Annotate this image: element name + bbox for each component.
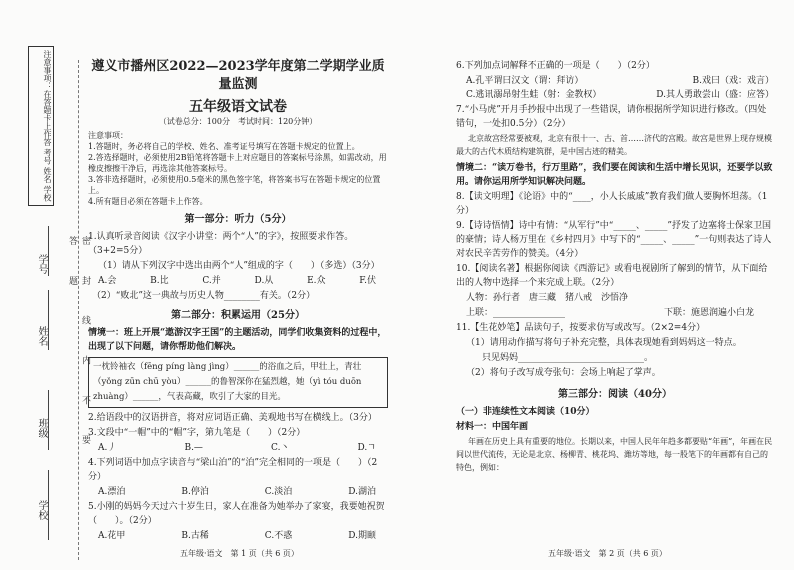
page-footer-2: 五年级·语文 第 2 页（共 6 页） — [548, 549, 667, 558]
page-footer-1: 五年级·语文 第 1 页（共 6 页） — [180, 549, 299, 558]
question-10-couplet — [456, 306, 774, 320]
question-11-2: （2）将句子改写成夸张句：会场上响起了掌声。 — [466, 368, 661, 378]
part3-heading: 第三部分：阅读（40分） — [558, 389, 672, 400]
option: C.淡泊 — [264, 487, 293, 497]
option: A.丿 — [98, 443, 117, 453]
question-1-1: （1）请从下列汉字中选出由两个“人”组成的字（ ）（多选）（3分） — [98, 261, 380, 271]
option: A.花甲 — [98, 531, 126, 541]
school-line — [48, 470, 49, 540]
part1-heading: 第一部分：听力（5分） — [184, 214, 292, 225]
question-4: 4.下列词语中加点字读音与“梁山泊”的“泊”完全相同的一项是（ ）（2分） — [88, 458, 378, 482]
part2-heading: 第二部分：积累运用（25分） — [171, 310, 305, 321]
option: C.不惑 — [264, 531, 293, 541]
question-5-options — [88, 529, 388, 543]
question-8: 8.【读文明理】《论语》中的“____，小人长戚戚”教育我们做人要胸怀坦荡。（1分） — [456, 192, 768, 216]
material-1-title: 材料一：中国年画 — [456, 422, 529, 432]
left-column — [88, 58, 388, 543]
option: A.会 — [98, 276, 117, 286]
note-line: 3.答非选择题时，必须使用0.5毫米的黑色签字笔，将答案书写在答题卡规定的位置上。 — [88, 175, 381, 195]
option: A.孔平谓曰汉文（谓：拜访） — [466, 76, 584, 86]
question-6-options-row-1 — [456, 74, 774, 88]
question-5: 5.小刚的妈妈今天过六十岁生日，家人在准备为她举办了家宴，我要她祝贺（ ）。（2分） — [88, 502, 385, 526]
exam-meta: （试卷总分：100分 考试时间：120分钟） — [158, 117, 318, 126]
note-line: 橡皮擦擦干净后，再选涂其他答案标号。 — [88, 164, 232, 173]
lower-couplet: 下联：施恩润遍小白龙 — [663, 308, 754, 318]
question-7: 7.“小马虎”开月手抄报中出现了一些错误，请你根据所学知识进行修改。（四处错句，一处扣0.5分）（2分） — [456, 105, 767, 129]
reading-section-1: （一）非连续性文本阅读（10分） — [456, 407, 595, 417]
option: F.伏 — [359, 276, 376, 286]
passage-box: 一枕铃袖衣（fēng píng làng jìng）______的浴血之后，甲壮上，青壮（yǒng zūn chū yòu）______的鲁智深你在猛烈越，她（yì tóu duōn zhuàng）______，气表高藏，吹引了大家的目光。 — [88, 357, 388, 408]
question-1-2: （2）“败北”这一典故与历史人物________有关。（2分） — [92, 291, 316, 301]
exam-subtitle: 五年级语文试卷 — [189, 99, 287, 115]
notes — [88, 130, 388, 207]
note-line: 4.所有题目必须在答题卡上作答。 — [88, 197, 208, 206]
option: B.停泊 — [181, 487, 209, 497]
scenario-1: 情境一：班上开展“遨游汉字王国”的主题活动，同学们收集资料的过程中，出现了以下问题，请你帮助他们解决。 — [88, 328, 387, 352]
student-id-line — [48, 226, 49, 276]
material-1-text: 年画在历史上具有重要的地位。长期以来，中国人民年年趋多都要贴“年画”，年画在民间以世代流传，无论是北京、杨柳青、桃花坞、潍坊等地，每一股笔下的年画都有自己的特色，例如： — [456, 437, 773, 472]
option: B.戏曰（戏：戏言） — [692, 76, 774, 86]
question-11-1: （1）请用动作描写将句子补充完整，具体表现她看到妈妈这一特点。 — [466, 338, 742, 348]
option: D.其人勇敢尝山（盛：应答） — [656, 90, 774, 100]
question-6-options-row-2 — [456, 88, 774, 102]
option: B.— — [184, 443, 203, 453]
student-id-label: 学号 — [36, 254, 47, 274]
upper-couplet: 上联：________________ — [466, 308, 566, 318]
question-11: 11.【生花妙笔】品读句子，按要求仿写或改写。（2×2=4分） — [456, 323, 706, 333]
option: C.丶 — [271, 443, 290, 453]
scenario-2: 情境二：“读万卷书，行万里路”，我们要在阅读和生活中增长见识，还要学以致用。请你运用所学知识解决问题。 — [456, 163, 773, 187]
option: D.从 — [254, 276, 274, 286]
question-2: 2.给语段中的汉语拼音，将对应词语正确、美观地书写在横线上。（3分） — [88, 413, 377, 423]
class-line — [48, 390, 49, 450]
option: A.漂泊 — [98, 487, 126, 497]
school-label: 学校 — [36, 500, 47, 520]
question-6: 6.下列加点词解释不正确的一项是（ ）（2分） — [456, 61, 655, 71]
name-line — [48, 290, 49, 350]
option: B.比 — [150, 276, 169, 286]
option: D.ㄱ — [357, 443, 376, 453]
option: E.众 — [307, 276, 326, 286]
name-label: 姓名 — [36, 326, 47, 346]
question-9: 9.【诗诗悟情】诗中有情：“从军行”中“_____、_____”抒发了边塞将士保家卫国的豪情；诗人杨万里在《乡村四月》中写下的“_____、_____”一句则表达了诗人对农民辛苦劳作的赞美。（4分） — [456, 221, 772, 259]
question-10-people: 人物：孙行者 唐三藏 猪八戒 沙悟净 — [466, 293, 629, 303]
option: D.期颐 — [348, 531, 376, 541]
question-11-1-line: 只见妈妈____________________________。 — [482, 353, 654, 363]
option: C.并 — [202, 276, 221, 286]
question-1: 1.认真听录音阅读《汉字小讲堂：两个“人”的字》，按照要求作答。（3+2=5分） — [88, 232, 354, 256]
right-column — [456, 58, 774, 474]
option: D.湖泊 — [348, 487, 376, 497]
exam-title: 遵义市播州区2022—2023学年度第二学期学业质量监测 — [91, 59, 385, 92]
question-3-options — [88, 441, 388, 455]
notes-heading: 注意事项： — [88, 131, 128, 140]
question-10: 10.【阅读名著】根据你阅读《西游记》或看电视剧所了解到的情节，从下面给出的人物中选择一个来完成上联。（2分） — [456, 264, 768, 288]
note-line: 1.答题时，务必将自己的学校、姓名、准考证号填写在答题卡规定的位置上。 — [88, 142, 360, 151]
option: C.逃讯溺昂射生蛙（射：金教权） — [466, 90, 602, 100]
option: B.古稀 — [181, 531, 209, 541]
seal-line-text: 密 封 线 内 不 要 答 题 — [67, 236, 90, 459]
question-3: 3.文段中“一帽”中的“帽”字，第九笔是（ ）（2分） — [88, 428, 306, 438]
side-notice-box: 注意事项：在答题卡上作答 考号 姓名 学校 — [28, 46, 54, 206]
seal-dashed-line — [78, 60, 79, 560]
note-line: 2.答选择题时，必须使用2B铅笔将答题卡上对应题目的答案标号涂黑，如需改动，用 — [88, 153, 387, 162]
class-label: 班级 — [36, 418, 47, 438]
question-7-sample: 北京故宫经常要被观，北京有很十一、古、首……济代的宫殿。故宫是世界上现存规模最大的古代木质结构建筑群，是中国古迹的精美。 — [456, 134, 772, 156]
question-4-options — [88, 485, 388, 499]
question-1-options — [88, 274, 388, 288]
